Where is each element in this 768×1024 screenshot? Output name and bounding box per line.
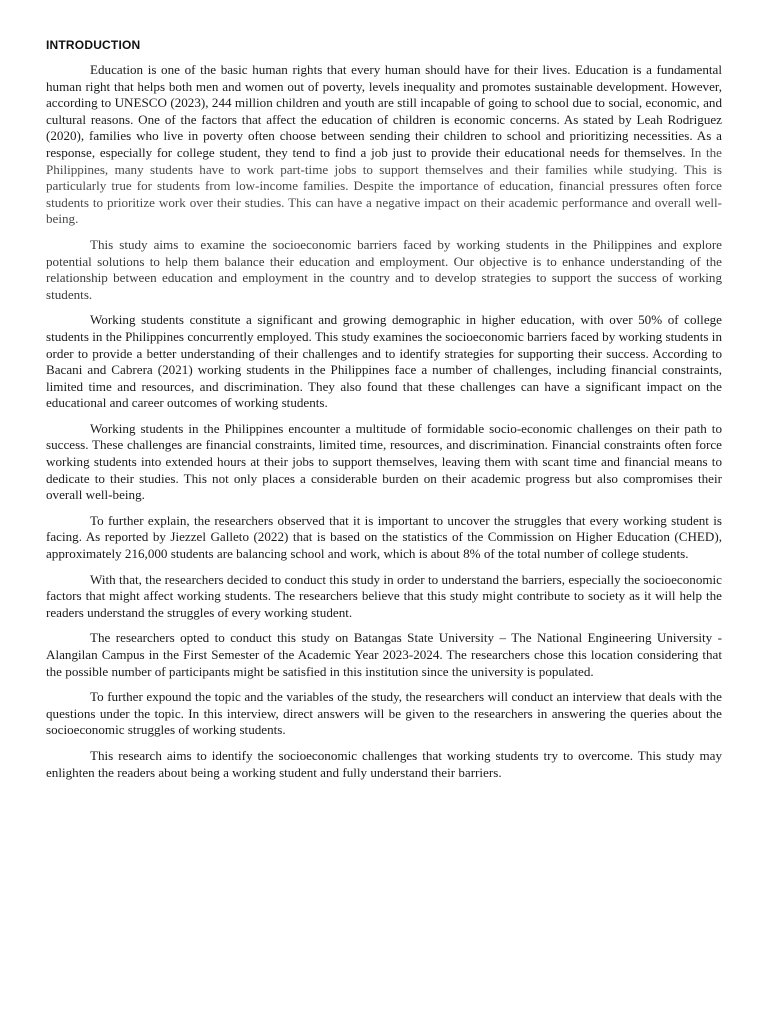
- paragraph-1: [46, 62, 722, 228]
- paragraph-3: Working students constitute a significant and growing demographic in higher education, with over 50% of college students in the Philippines concurrently employed. This study examines the socioeconomic barriers faced by working students in order to provide a better understanding of their challenges and to identify strategies for supporting their success. According to Bacani and Cabrera (2021) working students in the Philippines face a number of challenges, including financial constraints, limited time and resources, and discrimination. They also found that these challenges can have a significant impact on the educational and career outcomes of working students.: [46, 312, 722, 411]
- paragraph-7: The researchers opted to conduct this study on Batangas State University – The National Engineering University - Alangilan Campus in the First Semester of the Academic Year 2023-2024. The researchers chose this location considering that the possible number of participants might be satisfied in this institution since the university is populated.: [46, 630, 722, 679]
- paragraph-6: With that, the researchers decided to conduct this study in order to understand the barriers, especially the socioeconomic factors that might affect working students. The researchers believe that this study might contribute to society as it will help the readers understand the struggles of every working student.: [46, 571, 722, 620]
- paragraph-9: This research aims to identify the socioeconomic challenges that working students try to overcome. This study may enlighten the readers about being a working student and fully understand their barriers.: [46, 747, 722, 780]
- section-heading: INTRODUCTION: [46, 38, 141, 52]
- paragraph-1-part-1: Education is one of the basic human rights that every human should have for their lives. Education is a fundamental human right that helps both men and women out of poverty, levels inequality and promotes sustainable development. However, according to UNESCO (2023), 244 million children and youth are still incapable of going to school due to social, economic, and cultural reasons. One of the factors that affect the education of children is economic concerns. As stated by Leah Rodriguez (2020), families who live in poverty often choose between sending their children to school and prioritizing necessities. As a response, especially for college student, they tend to find a job just to provide their educational needs for themselves.: [46, 62, 722, 160]
- paragraph-8: To further expound the topic and the variables of the study, the researchers will conduct an interview that deals with the questions under the topic. In this interview, direct answers will be given to the researchers in answering the queries about the socioeconomic struggles of working students.: [46, 689, 722, 738]
- paragraph-5: To further explain, the researchers observed that it is important to uncover the struggles that every working student is facing. As reported by Jiezzel Galleto (2022) that is based on the statistics of the Commission on Higher Education (CHED), approximately 216,000 students are balancing school and work, which is about 8% of the total number of college students.: [46, 512, 722, 562]
- paragraph-2: This study aims to examine the socioeconomic barriers faced by working students in the Philippines and explore potential solutions to help them balance their education and employment. Our objective is to enhance understanding of the relationship between education and employment in the country and to develop strategies to support the success of working students.: [46, 236, 722, 302]
- paragraph-1-part-2: In the Philippines, many students have to work part-time jobs to support themselves and their families while studying. This is particularly true for students from low-income families. Despite the importance of education, financial pressures often force students to prioritize work over their studies. This can have a negative impact on their academic performance and overall well-being.: [46, 144, 722, 227]
- paragraph-4: Working students in the Philippines encounter a multitude of formidable socio-economic challenges on their path to success. These challenges are financial constraints, limited time, resources, and discrimination. Financial constraints often force working students into extended hours at their jobs to support themselves, leaving them with scant time and financial means to dedicate to their studies. This not only places a considerable burden on their academic progress but also compromises their overall well-being.: [46, 420, 722, 503]
- document-page: [46, 38, 722, 790]
